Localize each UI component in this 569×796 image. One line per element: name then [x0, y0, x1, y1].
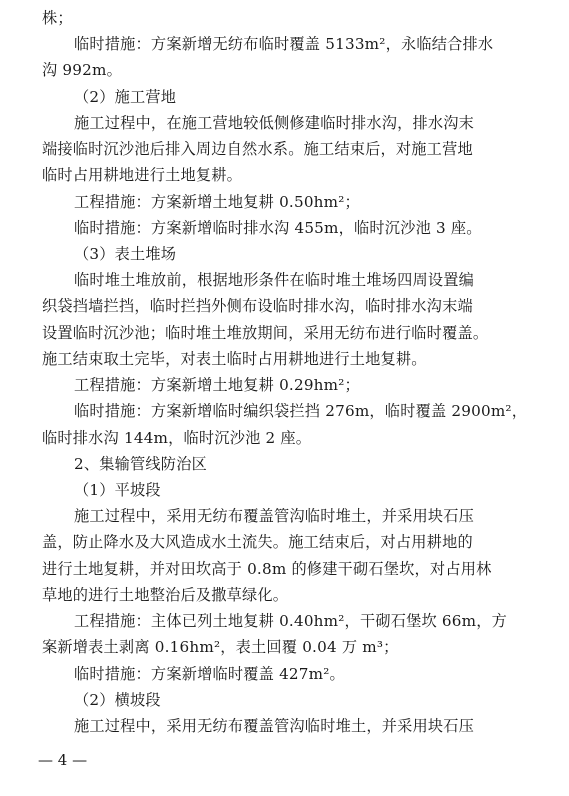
text-line: 进行土地复耕，并对田坎高于 0.8m 的修建干砌石堡坎，对占用林	[42, 559, 492, 578]
text-line: 工程措施：方案新增土地复耕 0.29hm²；	[74, 376, 360, 395]
text-line: 施工过程中，采用无纺布覆盖管沟临时堆土，并采用块石压	[74, 717, 475, 735]
text-line: 工程措施：主体已列土地复耕 0.40hm²，干砌石堡坎 66m，方	[74, 612, 508, 631]
text-line: 临时排水沟 144m，临时沉沙池 2 座。	[42, 428, 312, 447]
section-heading: （2）施工营地	[74, 87, 177, 106]
text-line: 盖，防止降水及大风造成水土流失。施工结束后，对占用耕地的	[42, 533, 473, 552]
text-line: 株；	[42, 9, 73, 27]
text-line: 织袋挡墙拦挡，临时拦挡外侧布设临时排水沟，临时排水沟末端	[42, 297, 473, 316]
text-line: 临时措施：方案新增临时排水沟 455m，临时沉沙池 3 座。	[74, 218, 482, 237]
text-line: 案新增表土剥离 0.16hm²，表土回覆 0.04 万 m³；	[42, 638, 399, 657]
text-line: 端接临时沉沙池后排入周边自然水系。施工结束后，对施工营地	[42, 140, 473, 159]
text-line: 临时占用耕地进行土地复耕。	[42, 166, 243, 185]
text-line: 临时堆土堆放前，根据地形条件在临时堆土堆场四周设置编	[74, 271, 475, 290]
text-line: 草地的进行土地整治后及撒草绿化。	[42, 585, 289, 604]
section-heading: （3）表土堆场	[74, 245, 177, 263]
page-number: — 4 —	[38, 751, 88, 769]
text-line: 工程措施：方案新增土地复耕 0.50hm²；	[74, 192, 360, 211]
text-line: 临时措施：方案新增临时编织袋拦挡 276m，临时覆盖 2900m²，	[74, 402, 528, 421]
text-line: 沟 992m。	[42, 61, 122, 80]
section-heading: （1）平坡段	[74, 481, 161, 499]
text-line: 临时措施：方案新增临时覆盖 427m²。	[74, 664, 345, 683]
text-line: 设置临时沉沙池；临时堆土堆放期间，采用无纺布进行临时覆盖。	[42, 323, 489, 342]
text-line: 施工过程中，在施工营地较低侧修建临时排水沟，排水沟末	[74, 113, 475, 132]
text-line: 临时措施：方案新增无纺布临时覆盖 5133m²，永临结合排水	[74, 35, 494, 54]
section-heading: （2）横坡段	[74, 690, 161, 709]
section-heading: 2、集输管线防治区	[74, 454, 207, 473]
text-line: 施工结束取土完毕，对表土临时占用耕地进行土地复耕。	[42, 349, 427, 368]
text-line: 施工过程中，采用无纺布覆盖管沟临时堆土，并采用块石压	[74, 507, 475, 526]
